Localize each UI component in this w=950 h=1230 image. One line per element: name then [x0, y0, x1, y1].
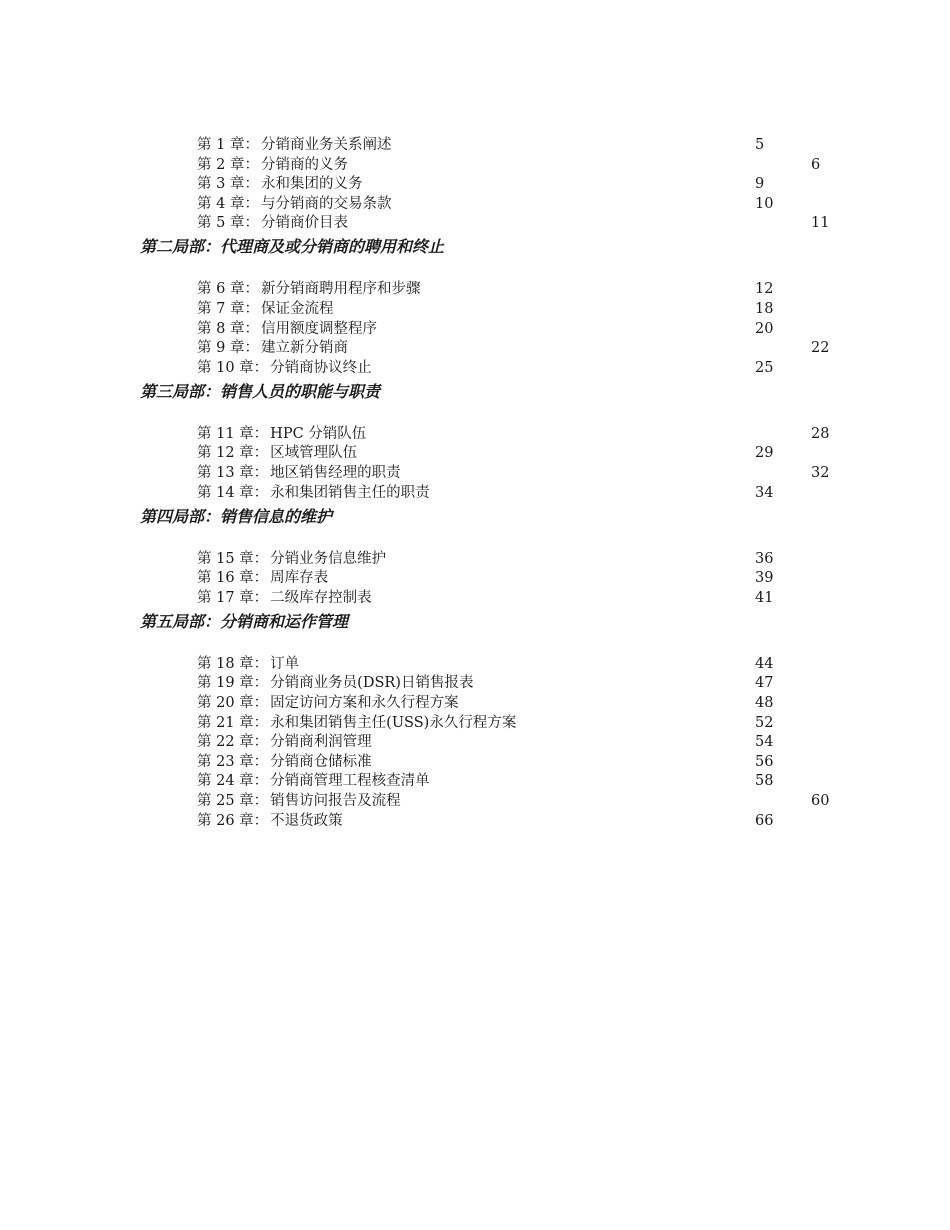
toc-entry[interactable] — [0, 319, 950, 339]
chapter-title: 二级库存控制表 — [270, 589, 372, 606]
toc-entry[interactable] — [0, 654, 950, 674]
toc-entry[interactable] — [0, 713, 950, 733]
chapter-title: 分销商仓储标准 — [270, 753, 372, 770]
page-number: 47 — [755, 675, 774, 692]
page-number: 29 — [755, 445, 774, 462]
page-number: 56 — [755, 753, 774, 770]
chapter-number: 第 16 章： — [197, 570, 269, 587]
chapter-title: 固定访问方案和永久行程方案 — [270, 695, 459, 711]
toc-entry[interactable] — [0, 299, 950, 319]
chapter-number: 第 5 章： — [197, 215, 259, 232]
chapter-title: 永和集团销售主任(USS)永久行程方案 — [270, 714, 517, 731]
chapter-number: 第 25 章： — [197, 793, 269, 809]
chapter-number: 第 19 章： — [197, 675, 269, 692]
chapter-number: 第 9 章： — [197, 340, 259, 357]
page-number: 28 — [811, 425, 830, 442]
toc-entry[interactable] — [0, 463, 950, 483]
toc-entry[interactable] — [0, 424, 950, 444]
chapter-title: 销售访问报告及流程 — [270, 793, 401, 809]
chapter-number: 第 4 章： — [197, 195, 259, 212]
chapter-title: 永和集团的义务 — [260, 176, 363, 193]
toc-entry[interactable] — [0, 588, 950, 608]
chapter-number: 第 17 章： — [197, 589, 269, 606]
page-number: 6 — [811, 156, 821, 173]
chapter-number: 第 8 章： — [197, 320, 259, 337]
chapter-number: 第 12 章： — [197, 445, 269, 462]
chapter-title: 分销商的义务 — [260, 156, 348, 173]
chapter-title: HPC 分销队伍 — [270, 425, 367, 442]
toc-entry[interactable] — [0, 811, 950, 831]
chapter-number: 第 18 章： — [197, 655, 269, 672]
chapter-number: 第 14 章： — [197, 484, 269, 501]
page-number: 34 — [755, 484, 774, 501]
page-number: 66 — [755, 812, 774, 829]
page-number: 10 — [755, 195, 774, 212]
chapter-title: 不退货政策 — [270, 812, 343, 829]
chapter-title: 信用额度调整程序 — [260, 320, 377, 337]
toc-entry[interactable] — [0, 338, 950, 358]
page-number: 48 — [755, 695, 774, 711]
toc-entry[interactable] — [0, 791, 950, 811]
page-number: 41 — [755, 589, 774, 606]
chapter-number: 第 7 章： — [197, 301, 259, 317]
section-title: 第二局部：代理商及或分销商的聘用和终止 — [140, 237, 445, 257]
page-number: 11 — [811, 215, 830, 232]
page-number: 25 — [755, 359, 774, 376]
page-number: 18 — [755, 301, 774, 317]
chapter-title: 分销商管理工程核查清单 — [270, 773, 430, 790]
toc-entry[interactable] — [0, 155, 950, 175]
page-number: 60 — [811, 793, 830, 809]
page-number: 32 — [811, 465, 830, 481]
chapter-title: 订单 — [270, 655, 300, 672]
chapter-title: 区域管理队伍 — [270, 445, 358, 462]
chapter-title: 永和集团销售主任的职责 — [270, 484, 430, 501]
toc-entry[interactable] — [0, 693, 950, 713]
chapter-number: 第 23 章： — [197, 753, 269, 770]
toc-entry[interactable] — [0, 732, 950, 752]
page-number: 44 — [755, 655, 774, 672]
toc-entry[interactable] — [0, 483, 950, 503]
chapter-number: 第 6 章： — [197, 281, 259, 298]
chapter-title: 新分销商聘用程序和步骤 — [260, 281, 421, 298]
chapter-number: 第 26 章： — [197, 812, 269, 829]
chapter-number: 第 22 章： — [197, 734, 269, 751]
toc-entry[interactable] — [0, 673, 950, 693]
page-number: 58 — [755, 773, 774, 790]
section-title: 第三局部：销售人员的职能与职责 — [140, 381, 381, 401]
page-number: 54 — [755, 734, 774, 751]
page-number: 36 — [755, 550, 774, 567]
chapter-number: 第 13 章： — [197, 465, 269, 481]
page-number: 39 — [755, 570, 774, 587]
chapter-number: 第 15 章： — [197, 550, 269, 567]
toc-entry[interactable] — [0, 771, 950, 791]
page-number: 9 — [755, 176, 765, 193]
toc-entry[interactable] — [0, 279, 950, 299]
toc-entry[interactable] — [0, 752, 950, 772]
chapter-number: 第 11 章： — [197, 425, 269, 442]
chapter-title: 与分销商的交易条款 — [260, 195, 392, 212]
toc-entry[interactable] — [0, 443, 950, 463]
section-title: 第五局部：分销商和运作管理 — [140, 611, 349, 631]
chapter-title: 地区销售经理的职责 — [270, 465, 401, 481]
page-number: 20 — [755, 320, 774, 337]
chapter-number: 第 20 章： — [197, 695, 269, 711]
chapter-title: 分销商协议终止 — [270, 359, 372, 376]
toc-entry[interactable] — [0, 213, 950, 233]
chapter-title: 周库存表 — [270, 570, 329, 587]
chapter-title: 分销商业务员(DSR)日销售报表 — [270, 675, 474, 692]
toc-entry[interactable] — [0, 174, 950, 194]
chapter-title: 建立新分销商 — [260, 340, 348, 357]
chapter-number: 第 1 章： — [197, 137, 259, 153]
toc-entry[interactable] — [0, 358, 950, 378]
page-number: 12 — [755, 281, 774, 298]
chapter-title: 分销商利润管理 — [270, 734, 372, 751]
chapter-title: 分销业务信息维护 — [270, 550, 387, 567]
section-title: 第四局部：销售信息的维护 — [140, 506, 333, 526]
chapter-title: 分销商业务关系阐述 — [260, 137, 392, 153]
toc-entry[interactable] — [0, 194, 950, 214]
chapter-number: 第 24 章： — [197, 773, 269, 790]
toc-entry[interactable] — [0, 135, 950, 155]
chapter-number: 第 2 章： — [197, 156, 259, 173]
toc-entry[interactable] — [0, 568, 950, 588]
page-number: 52 — [755, 714, 774, 731]
page-number: 5 — [755, 137, 765, 153]
page-number: 22 — [811, 340, 830, 357]
chapter-number: 第 10 章： — [197, 359, 269, 376]
chapter-title: 分销商价目表 — [260, 215, 348, 232]
chapter-title: 保证金流程 — [260, 301, 334, 317]
chapter-number: 第 21 章： — [197, 714, 269, 731]
toc-entry[interactable] — [0, 549, 950, 569]
chapter-number: 第 3 章： — [197, 176, 259, 193]
